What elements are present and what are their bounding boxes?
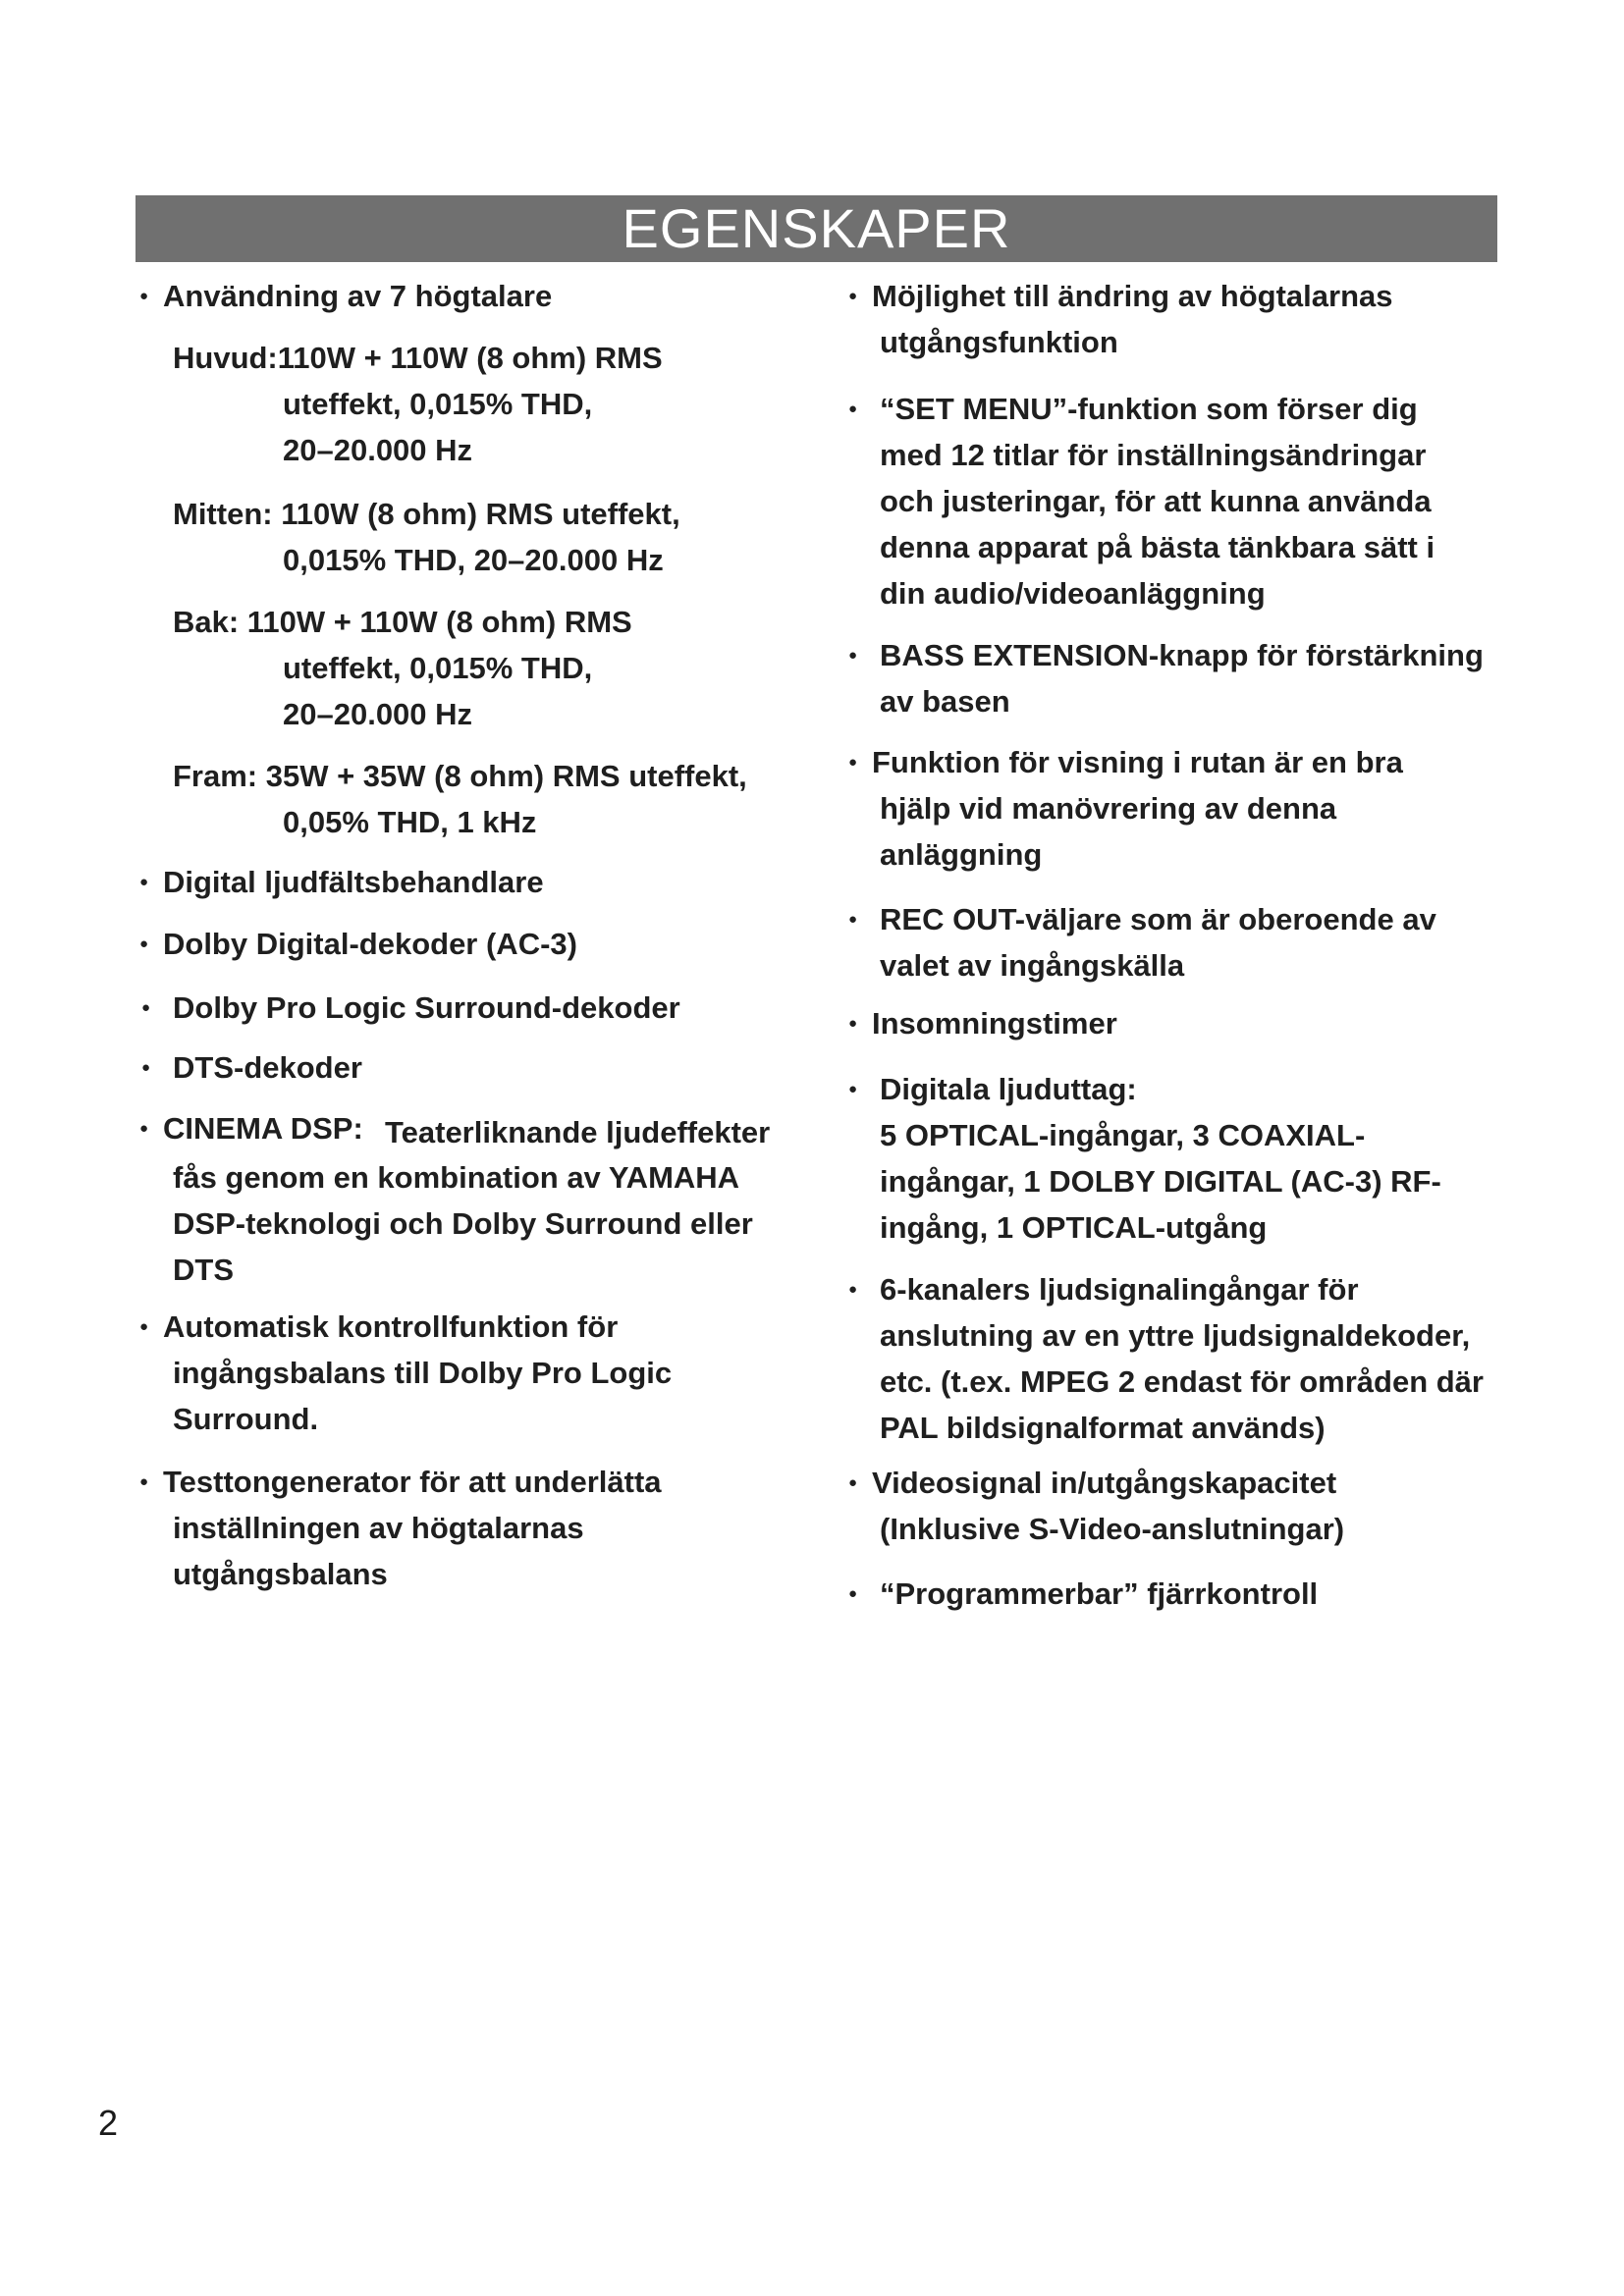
feature-text: din audio/videoanläggning (880, 576, 1266, 611)
feature-item: ● “SET MENU”-funktion som förser dig (880, 390, 1418, 429)
feature-text: ingångar, 1 DOLBY DIGITAL (AC-3) RF- (880, 1164, 1441, 1199)
feature-item: ● “Programmerbar” fjärrkontroll (880, 1575, 1318, 1614)
feature-text: DTS (173, 1253, 234, 1287)
spec-line: Mitten: 110W (8 ohm) RMS uteffekt, (173, 497, 680, 531)
feature-text: med 12 titlar för inställningsändringar (880, 438, 1427, 472)
feature-item: ● CINEMA DSP: (163, 1109, 363, 1148)
spec-line: 0,05% THD, 1 kHz (283, 805, 537, 839)
feature-item: ● Användning av 7 högtalare (163, 277, 552, 316)
feature-item: ● Dolby Digital-dekoder (AC-3) (163, 925, 577, 964)
feature-text: etc. (t.ex. MPEG 2 endast för områden där (880, 1364, 1484, 1399)
page-number: 2 (98, 2103, 119, 2143)
spec-line: uteffekt, 0,015% THD, (283, 387, 593, 421)
spec-line: Bak: 110W + 110W (8 ohm) RMS (173, 605, 632, 639)
feature-item: ● Möjlighet till ändring av högtalarnas (872, 277, 1393, 316)
feature-item: ● Funktion för visning i rutan är en bra (872, 743, 1403, 782)
feature-item: ● Insomningstimer (872, 1004, 1117, 1043)
feature-text: inställningen av högtalarnas (173, 1511, 584, 1545)
spec-line: 20–20.000 Hz (283, 433, 473, 467)
feature-text: 5 OPTICAL-ingångar, 3 COAXIAL- (880, 1118, 1366, 1152)
section-title: EGENSKAPER (135, 195, 1497, 262)
feature-text: Teaterliknande ljudeffekter (385, 1115, 771, 1149)
feature-item: ● BASS EXTENSION-knapp för förstärkning (880, 636, 1484, 675)
feature-item: ● Digitala ljuduttag: (880, 1070, 1137, 1109)
spec-line: 20–20.000 Hz (283, 697, 473, 731)
feature-item: ● 6-kanalers ljudsignalingångar för (880, 1270, 1359, 1309)
feature-text: utgångsbalans (173, 1557, 388, 1591)
feature-text: ingång, 1 OPTICAL-utgång (880, 1210, 1268, 1245)
feature-text: av basen (880, 684, 1010, 719)
feature-text: PAL bildsignalformat används) (880, 1411, 1326, 1445)
feature-text: och justeringar, för att kunna använda (880, 484, 1432, 518)
feature-item: ● DTS-dekoder (173, 1048, 362, 1088)
feature-text: DSP-teknologi och Dolby Surround eller (173, 1206, 753, 1241)
spec-line: Huvud:110W + 110W (8 ohm) RMS (173, 341, 663, 375)
feature-text: ingångsbalans till Dolby Pro Logic (173, 1356, 673, 1390)
feature-text: Surround. (173, 1402, 319, 1436)
feature-text: anläggning (880, 837, 1043, 872)
feature-text: hjälp vid manövrering av denna (880, 791, 1337, 826)
feature-text: fås genom en kombination av YAMAHA (173, 1160, 740, 1195)
feature-item: ● Testtongenerator för att underlätta (163, 1463, 662, 1502)
feature-item: ● Automatisk kontrollfunktion för (163, 1308, 618, 1347)
feature-text: utgångsfunktion (880, 325, 1118, 359)
feature-text: valet av ingångskälla (880, 948, 1185, 983)
feature-text: (Inklusive S-Video-anslutningar) (880, 1512, 1345, 1546)
feature-item: ● Dolby Pro Logic Surround-dekoder (173, 988, 680, 1028)
feature-item: ● Digital ljudfältsbehandlare (163, 863, 544, 902)
spec-line: Fram: 35W + 35W (8 ohm) RMS uteffekt, (173, 759, 747, 793)
spec-line: 0,015% THD, 20–20.000 Hz (283, 543, 664, 577)
feature-text: anslutning av en yttre ljudsignaldekoder, (880, 1318, 1471, 1353)
spec-line: uteffekt, 0,015% THD, (283, 651, 593, 685)
feature-item: ● Videosignal in/utgångskapacitet (872, 1464, 1336, 1503)
feature-text: denna apparat på bästa tänkbara sätt i (880, 530, 1435, 564)
feature-item: ● REC OUT-väljare som är oberoende av (880, 900, 1436, 939)
